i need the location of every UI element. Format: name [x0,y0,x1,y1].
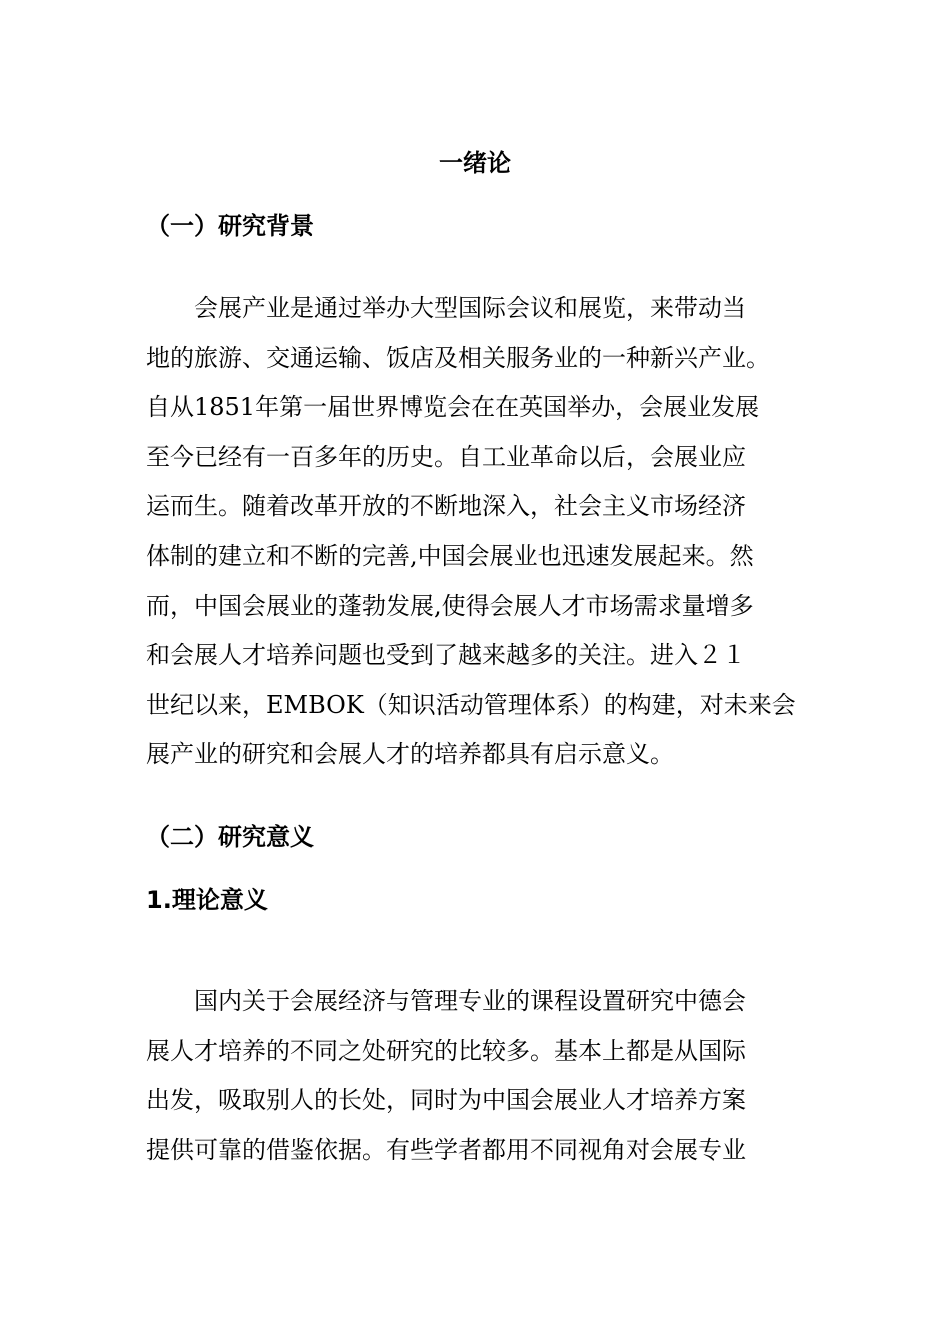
subsection-heading-theory: 1.理论意义 [146,886,268,914]
paragraph-line: 展人才培养的不同之处研究的比较多。基本上都是从国际 [146,1036,746,1065]
paragraph-theory [146,977,806,1175]
paragraph-line: 运而生。随着改革开放的不断地深入，社会主义市场经济 [146,492,746,521]
paragraph-background [146,284,806,780]
paragraph-line: 自从1851年第一届世界博览会在在英国举办，会展业发展 [146,393,760,422]
paragraph-line: 出发，吸取别人的长处，同时为中国会展业人才培养方案 [146,1086,746,1115]
section-heading-significance: （二）研究意义 [146,823,314,851]
paragraph-line: 体制的建立和不断的完善,中国会展业也迅速发展起来。然 [146,541,754,570]
paragraph-line: 会展产业是通过举办大型国际会议和展览，来带动当 [146,294,746,322]
paragraph-line: 地的旅游、交通运输、饭店及相关服务业的一种新兴产业。 [146,343,770,372]
section-heading-background: （一）研究背景 [146,212,314,240]
paragraph-line: 至今已经有一百多年的历史。自工业革命以后，会展业应 [146,442,746,471]
paragraph-line: 展产业的研究和会展人才的培养都具有启示意义。 [146,740,674,769]
paragraph-line: 和会展人才培养问题也受到了越来越多的关注。进入２１ [146,641,746,670]
chapter-title: 一绪论 [439,149,511,177]
paragraph-line: 而，中国会展业的蓬勃发展,使得会展人才市场需求量增多 [146,591,754,620]
paragraph-line: 世纪以来，EMBOK（知识活动管理体系）的构建，对未来会 [146,690,796,719]
paragraph-line: 国内关于会展经济与管理专业的课程设置研究中德会 [146,987,746,1015]
paragraph-line: 提供可靠的借鉴依据。有些学者都用不同视角对会展专业 [146,1135,746,1164]
